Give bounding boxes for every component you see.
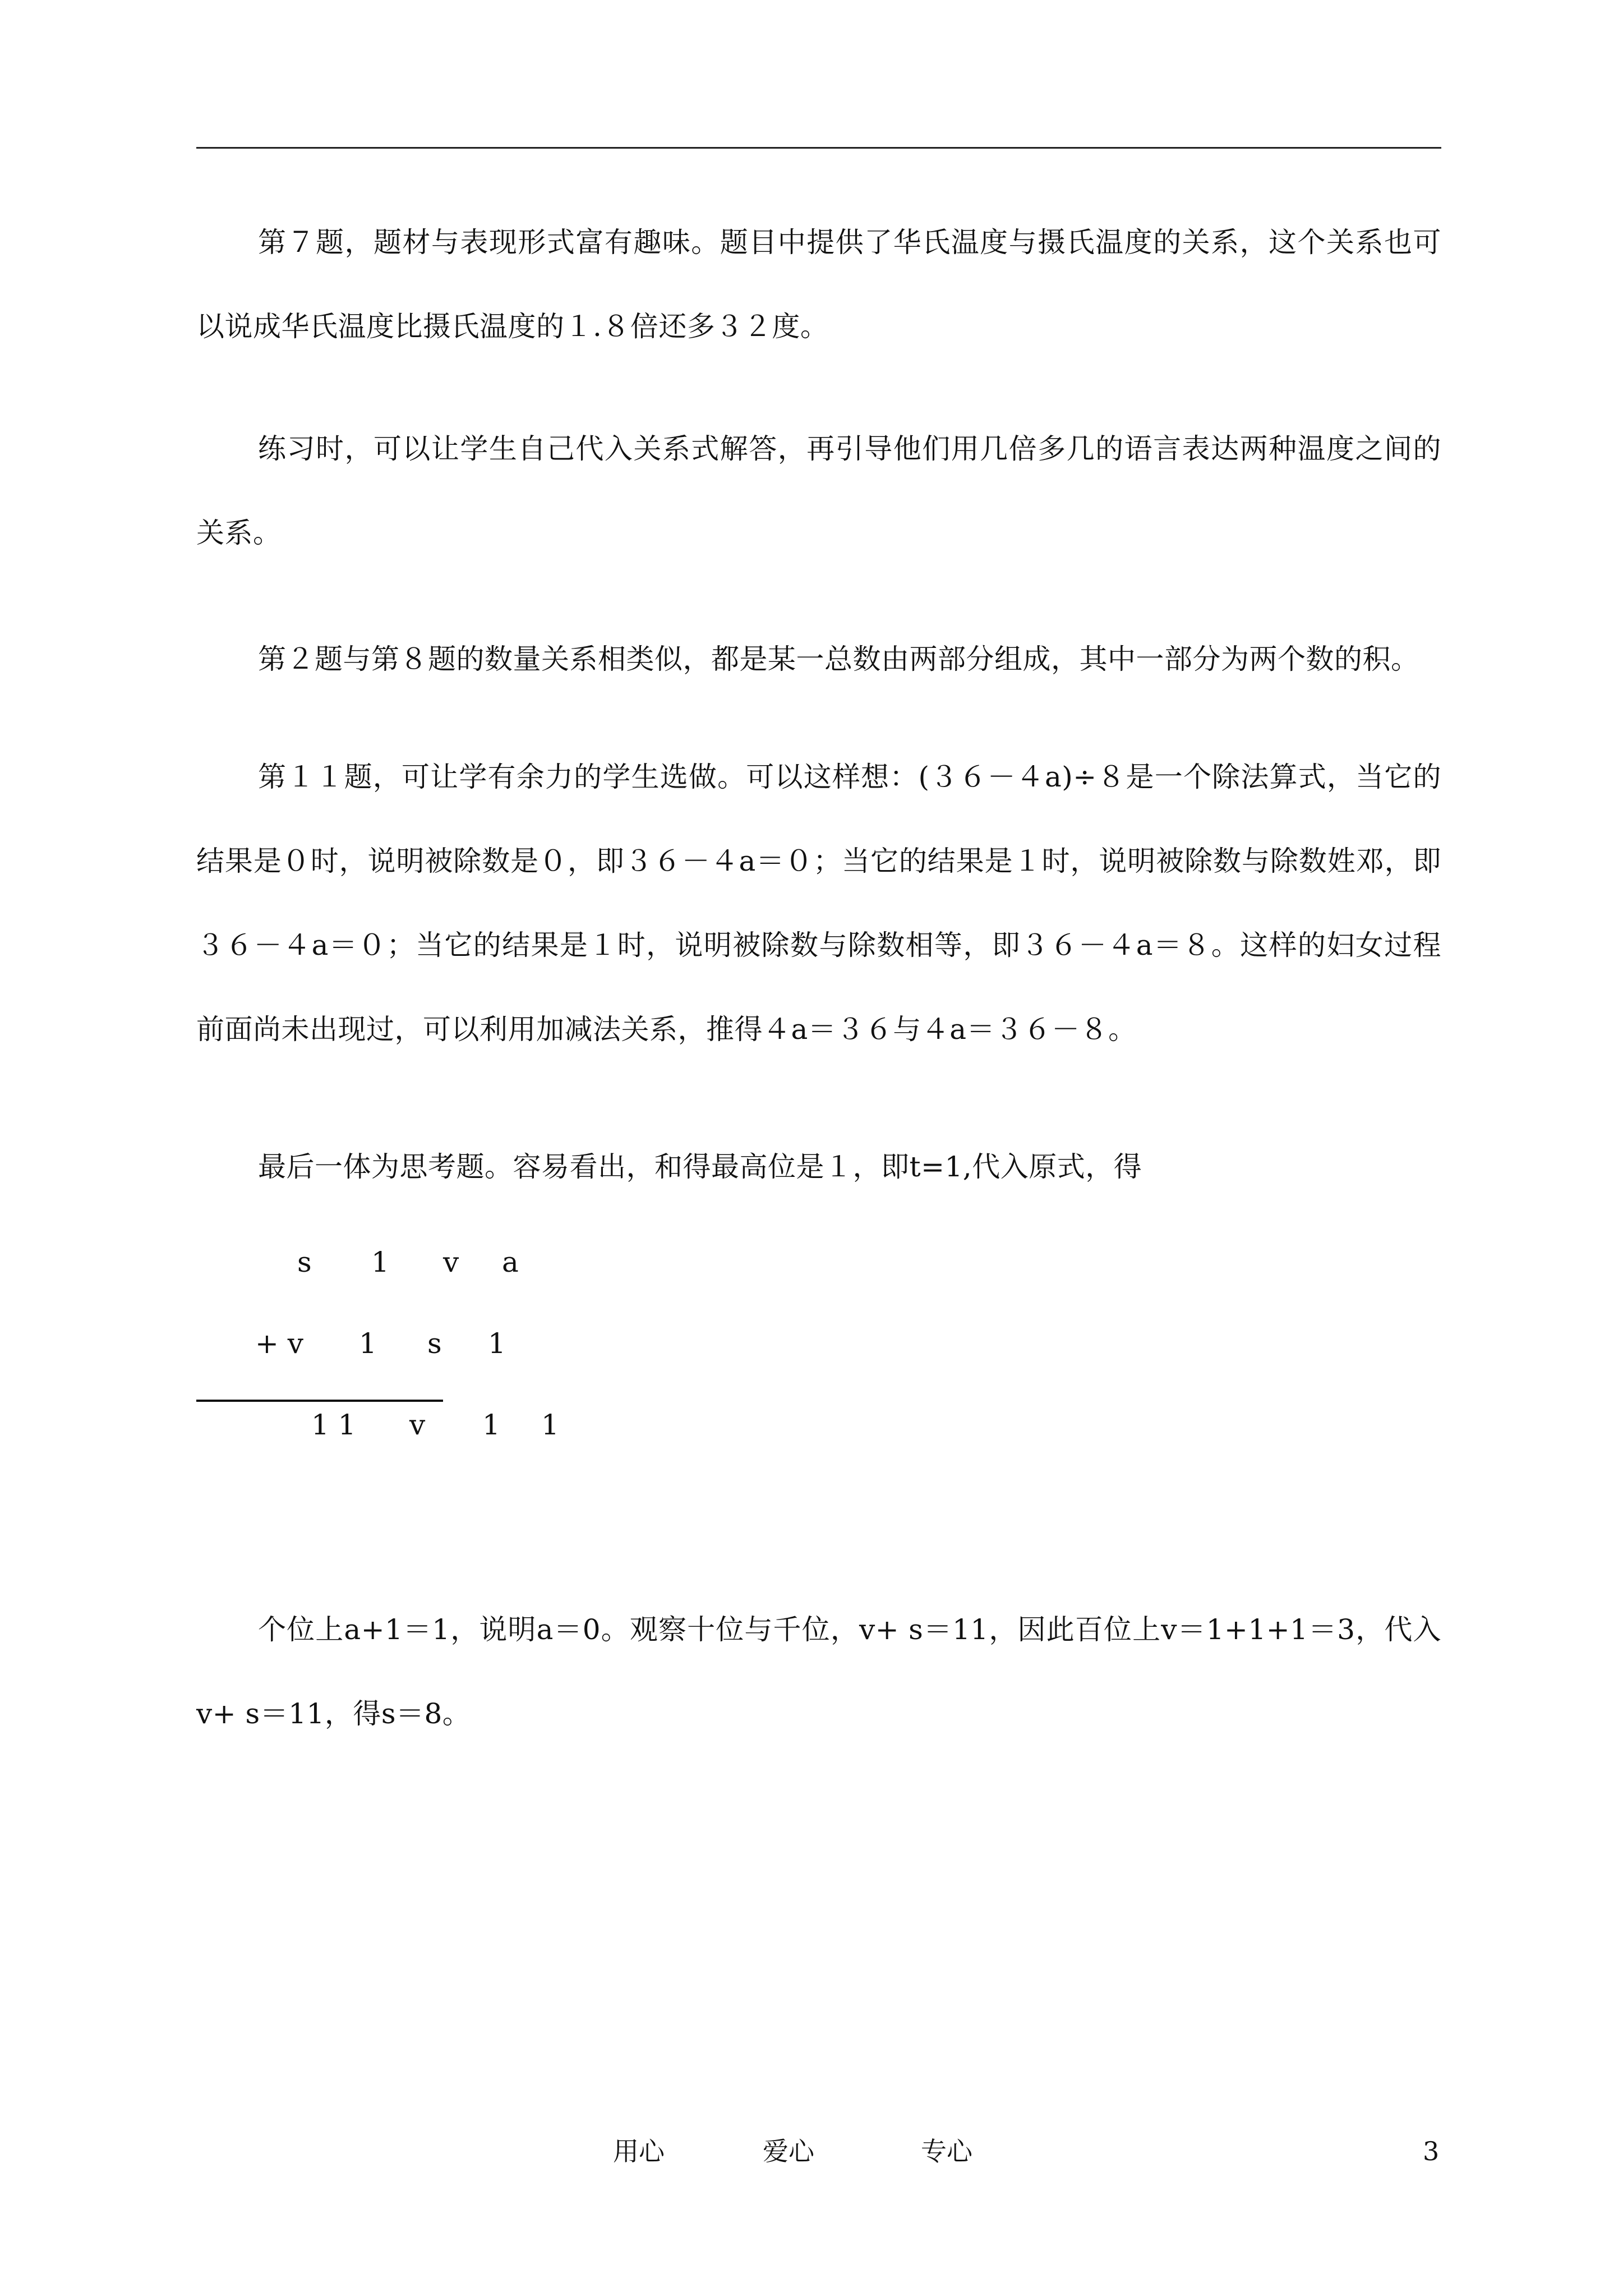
addend-1-digit-2: 1 <box>371 1246 389 1278</box>
paragraph-problem-11: 第１１题，可让学有余力的学生选做。可以这样想：(３６－４a)÷８是一个除法算式，当它的结果是０时，说明被除数是０，即３６－４a＝０；当它的结果是１时，说明被除数与除数姓邓，即３６－４a＝０；当它的结果是１时，说明被除数与除数相等，即３６－４a＝８。这样的妇女过程前面尚未出现过，可以利用加减法关系，推得４a＝３６与４a＝３６－８。 <box>196 761 1441 1046</box>
vertical-addition <box>196 1245 589 1470</box>
paragraph-thinking-problem: 最后一体为思考题。容易看出，和得最高位是１，即t=1,代入原式，得 <box>258 1151 1142 1183</box>
sum-digit-4: 1 <box>541 1409 559 1441</box>
addend-1-digit-1: s <box>297 1246 312 1278</box>
paragraph-problem-7: 第７题，题材与表现形式富有趣味。题目中提供了华氏温度与摄氏温度的关系，这个关系也可以说成华氏温度比摄氏温度的１.８倍还多３２度。 <box>196 226 1441 343</box>
addend-2-digit-1: + v <box>255 1327 304 1360</box>
footer-text-left: 用心 <box>613 2136 665 2166</box>
page-number: 3 <box>1423 2136 1440 2166</box>
sum-digit-1: 1 1 <box>311 1409 356 1441</box>
addend-2-digit-2: 1 <box>359 1327 377 1360</box>
paragraph-solution: 个位上a+1＝1，说明a＝0。观察十位与千位，v+ s＝11，因此百位上v＝1+1+1＝3，代入v+ s＝11，得s＝8。 <box>196 1613 1441 1730</box>
sum-digit-3: 1 <box>482 1409 500 1441</box>
addend-1-digit-3: v <box>443 1246 459 1278</box>
sum-line <box>196 1400 443 1402</box>
addend-2-digit-4: 1 <box>488 1327 506 1360</box>
paragraph-practice: 练习时，可以让学生自己代入关系式解答，再引导他们用几倍多几的语言表达两种温度之间的关系。 <box>196 432 1441 549</box>
addend-1-digit-4: a <box>502 1246 519 1278</box>
addend-2-digit-3: s <box>427 1327 442 1360</box>
footer-text-middle: 爱心 <box>763 2136 814 2166</box>
paragraph-problem-2-8: 第２题与第８题的数量关系相类似，都是某一总数由两部分组成，其中一部分为两个数的积。 <box>258 643 1419 675</box>
header-rule <box>196 147 1441 149</box>
footer-text-right: 专心 <box>921 2136 972 2166</box>
sum-digit-2: v <box>409 1409 426 1441</box>
